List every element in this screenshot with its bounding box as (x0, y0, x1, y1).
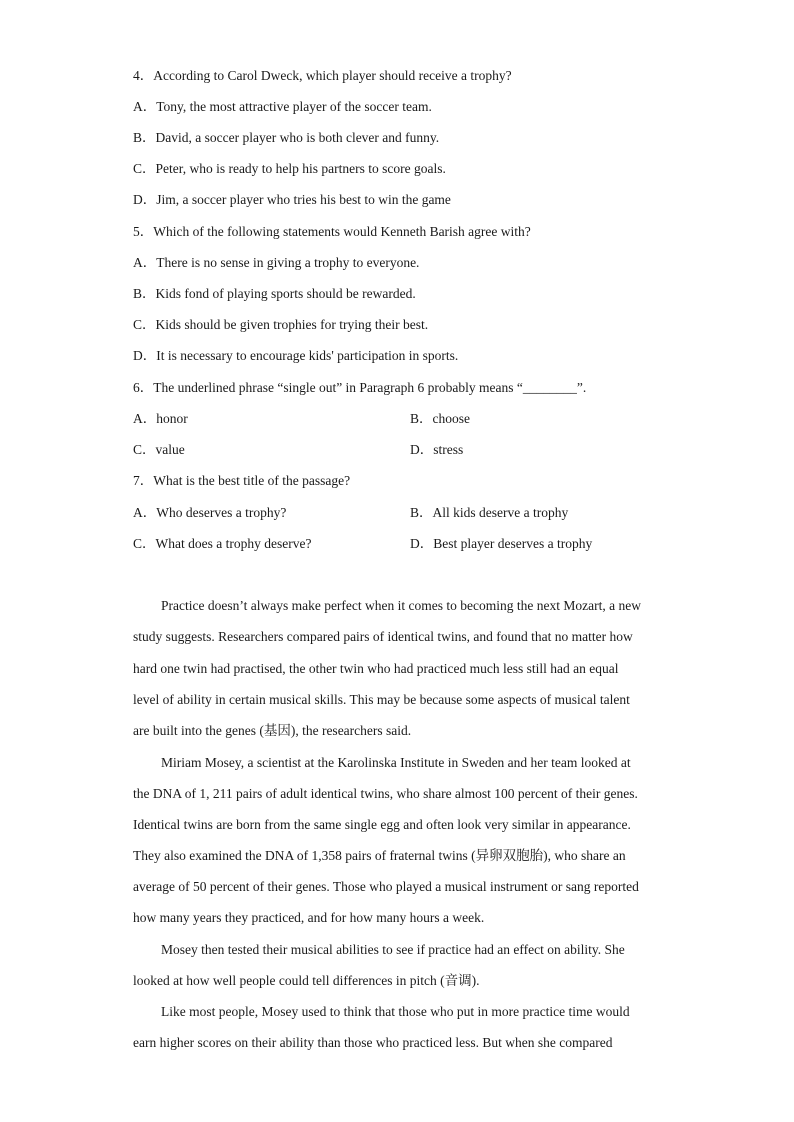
question-4-option-c: C．Peter, who is ready to help his partners to score goals. (133, 161, 446, 176)
question-7-stem: 7．What is the best title of the passage? (133, 473, 351, 488)
question-5-option-b: B．Kids fond of playing sports should be rewarded. (133, 286, 416, 301)
passage-line: Identical twins are born from the same single egg and often look very similar in appearance. (133, 817, 631, 832)
question-5-option-a: A．There is no sense in giving a trophy to everyone. (133, 255, 420, 270)
question-7-option-d: D．Best player deserves a trophy (410, 536, 593, 551)
passage-line: average of 50 percent of their genes. Those who played a musical instrument or sang reported (133, 879, 639, 894)
question-7-option-c: C．What does a trophy deserve? (133, 536, 312, 551)
passage-line: are built into the genes (基因), the researchers said. (133, 723, 412, 738)
passage-line: earn higher scores on their ability than those who practiced less. But when she compared (133, 1035, 613, 1050)
passage-line: the DNA of 1, 211 pairs of adult identical twins, who share almost 100 percent of their genes. (133, 786, 638, 801)
question-6-option-b: B．choose (410, 411, 470, 426)
question-5-option-d: D．It is necessary to encourage kids' participation in sports. (133, 348, 459, 363)
question-6-option-c: C．value (133, 442, 185, 457)
question-4-option-d: D．Jim, a soccer player who tries his best to win the game (133, 192, 451, 207)
question-7-option-a: A．Who deserves a trophy? (133, 505, 287, 520)
passage-line: looked at how well people could tell differences in pitch (音调). (133, 973, 480, 988)
passage-line: Practice doesn’t always make perfect when it comes to becoming the next Mozart, a new (161, 598, 641, 613)
question-6-option-d: D．stress (410, 442, 464, 457)
passage-line: hard one twin had practised, the other twin who had practiced much less still had an equal (133, 661, 619, 676)
passage-line: They also examined the DNA of 1,358 pairs of fraternal twins (异卵双胞胎), who share an (133, 848, 626, 863)
question-5-stem: 5．Which of the following statements would Kenneth Barish agree with? (133, 224, 531, 239)
question-6-option-a: A．honor (133, 411, 188, 426)
passage-line: Miriam Mosey, a scientist at the Karolinska Institute in Sweden and her team looked at (161, 755, 631, 770)
passage-line: Like most people, Mosey used to think that those who put in more practice time would (161, 1004, 630, 1019)
question-4-option-b: B．David, a soccer player who is both clever and funny. (133, 130, 440, 145)
question-6-stem: 6．The underlined phrase “single out” in Paragraph 6 probably means “________”. (133, 380, 587, 395)
passage-line: study suggests. Researchers compared pairs of identical twins, and found that no matter how (133, 629, 633, 644)
passage-line: how many years they practiced, and for how many hours a week. (133, 910, 485, 925)
passage-line: Mosey then tested their musical abilities to see if practice had an effect on ability. She (161, 942, 625, 957)
question-7-option-b: B．All kids deserve a trophy (410, 505, 569, 520)
question-5-option-c: C．Kids should be given trophies for trying their best. (133, 317, 429, 332)
question-4-stem: 4．According to Carol Dweck, which player should receive a trophy? (133, 68, 512, 83)
passage-line: level of ability in certain musical skills. This may be because some aspects of musical talent (133, 692, 630, 707)
question-4-option-a: A．Tony, the most attractive player of the soccer team. (133, 99, 432, 114)
